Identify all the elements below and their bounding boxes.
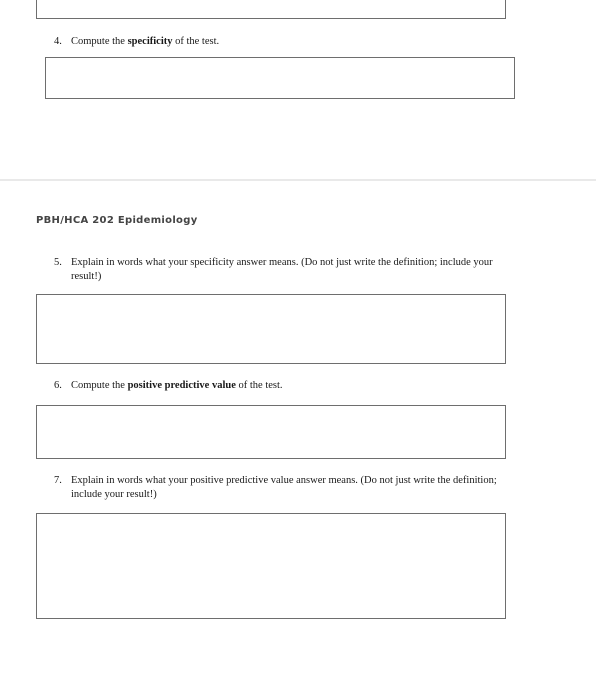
question-5 [54,256,522,284]
question-4 [54,35,514,49]
emphasis-term: positive predictive value [127,380,236,391]
question-text: Explain in words what your positive predictive value answer means. (Do not just write the definition; include your result!) [71,475,497,500]
course-header: PBH/HCA 202 Epidemiology [36,215,198,226]
question-text: Explain in words what your specificity answer means. (Do not just write the definition; include your result!) [71,257,493,282]
emphasis-term: specificity [127,36,173,47]
answer-box-q3[interactable] [36,0,506,19]
answer-box-q4[interactable] [45,57,515,99]
answer-box-q5[interactable] [36,294,506,364]
question-number: 5. [54,257,62,268]
question-7 [54,474,504,502]
answer-box-q6[interactable] [36,405,506,459]
question-text: Compute the positive predictive value of the test. [71,380,283,391]
question-number: 7. [54,475,62,486]
question-number: 6. [54,380,62,391]
question-text: Compute the specificity of the test. [71,36,220,47]
question-6 [54,379,514,393]
question-number: 4. [54,36,62,47]
answer-box-q7[interactable] [36,513,506,619]
